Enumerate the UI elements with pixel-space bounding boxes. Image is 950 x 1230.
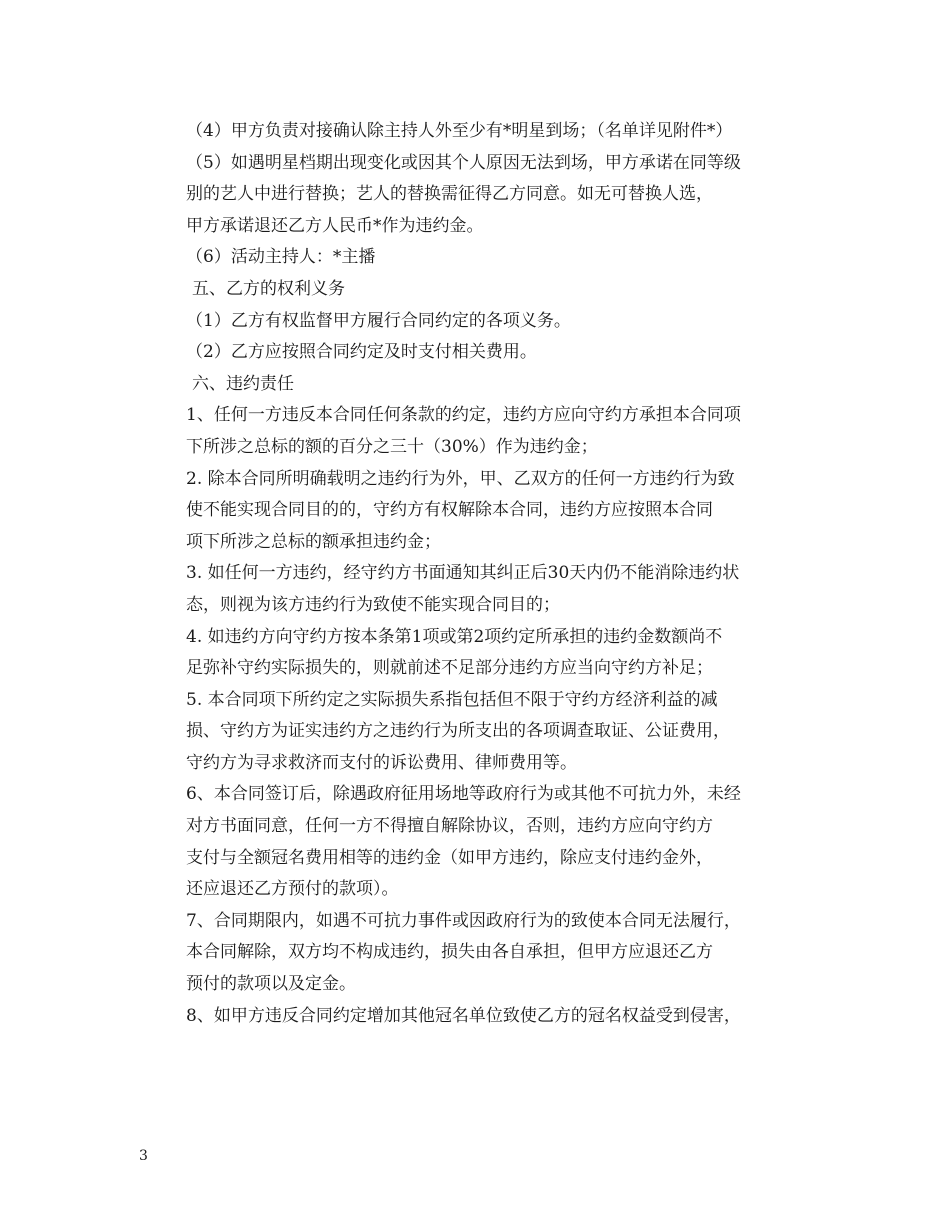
text-line: 守约方为寻求救济而支付的诉讼费用、律师费用等。 <box>186 752 577 773</box>
text-line: 还应退还乙方预付的款项）。 <box>186 879 399 900</box>
text-line: 6、本合同签订后，除遇政府征用场地等政府行为或其他不可抗力外，未经 <box>186 784 741 805</box>
text-line: 1、任何一方违反本合同任何条款的约定，违约方应向守约方承担本合同项 <box>186 405 741 426</box>
text-line: 六、违约责任 <box>192 373 294 394</box>
text-line: 别的艺人中进行替换；艺人的替换需征得乙方同意。如无可替换人选， <box>186 184 713 205</box>
text-line: 态，则视为该方违约行为致使不能实现合同目的； <box>186 594 560 615</box>
text-line: 甲方承诺退还乙方人民币*作为违约金。 <box>186 215 484 236</box>
text-line: 损、守约方为证实违约方之违约行为所支出的各项调查取证、公证费用， <box>186 721 730 742</box>
text-line: 项下所涉之总标的额承担违约金； <box>186 531 441 552</box>
text-line: 使不能实现合同目的的，守约方有权解除本合同，违约方应按照本合同 <box>186 500 713 521</box>
text-line: 8、如甲方违反合同约定增加其他冠名单位致使乙方的冠名权益受到侵害， <box>186 1005 741 1026</box>
text-line: 2. 除本合同所明确载明之违约行为外，甲、乙双方的任何一方违约行为致 <box>186 468 735 489</box>
text-line: 预付的款项以及定金。 <box>186 974 356 995</box>
text-line: 下所涉之总标的额的百分之三十（30%）作为违约金； <box>186 436 598 457</box>
text-line: 4. 如违约方向守约方按本条第1项或第2项约定所承担的违约金数额尚不 <box>186 626 723 647</box>
text-line: 对方书面同意，任何一方不得擅自解除协议，否则，违约方应向守约方 <box>186 816 713 837</box>
text-line: （5）如遇明星档期出现变化或因其个人原因无法到场，甲方承诺在同等级 <box>186 152 741 173</box>
text-line: 五、乙方的权利义务 <box>192 278 345 299</box>
text-line: （6）活动主持人：*主播 <box>186 247 376 268</box>
text-line: 5. 本合同项下所约定之实际损失系指包括但不限于守约方经济利益的减 <box>186 689 718 710</box>
page-number: 3 <box>139 1148 148 1164</box>
text-line: 3. 如任何一方违约，经守约方书面通知其纠正后30天内仍不能消除违约状 <box>186 563 740 584</box>
text-line: （2）乙方应按照合同约定及时支付相关费用。 <box>186 342 537 363</box>
document-body <box>186 116 826 1032</box>
text-line: 足弥补守约实际损失的，则就前述不足部分违约方应当向守约方补足； <box>186 658 713 679</box>
text-line: 本合同解除，双方均不构成违约，损失由各自承担，但甲方应退还乙方 <box>186 942 713 963</box>
text-line: （1）乙方有权监督甲方履行合同约定的各项义务。 <box>186 310 571 331</box>
text-line: （4）甲方负责对接确认除主持人外至少有*明星到场；（名单详见附件*） <box>186 121 733 141</box>
text-line: 支付与全额冠名费用相等的违约金（如甲方违约，除应支付违约金外， <box>186 847 713 868</box>
text-line: 7、合同期限内，如遇不可抗力事件或因政府行为的致使本合同无法履行， <box>186 910 741 931</box>
